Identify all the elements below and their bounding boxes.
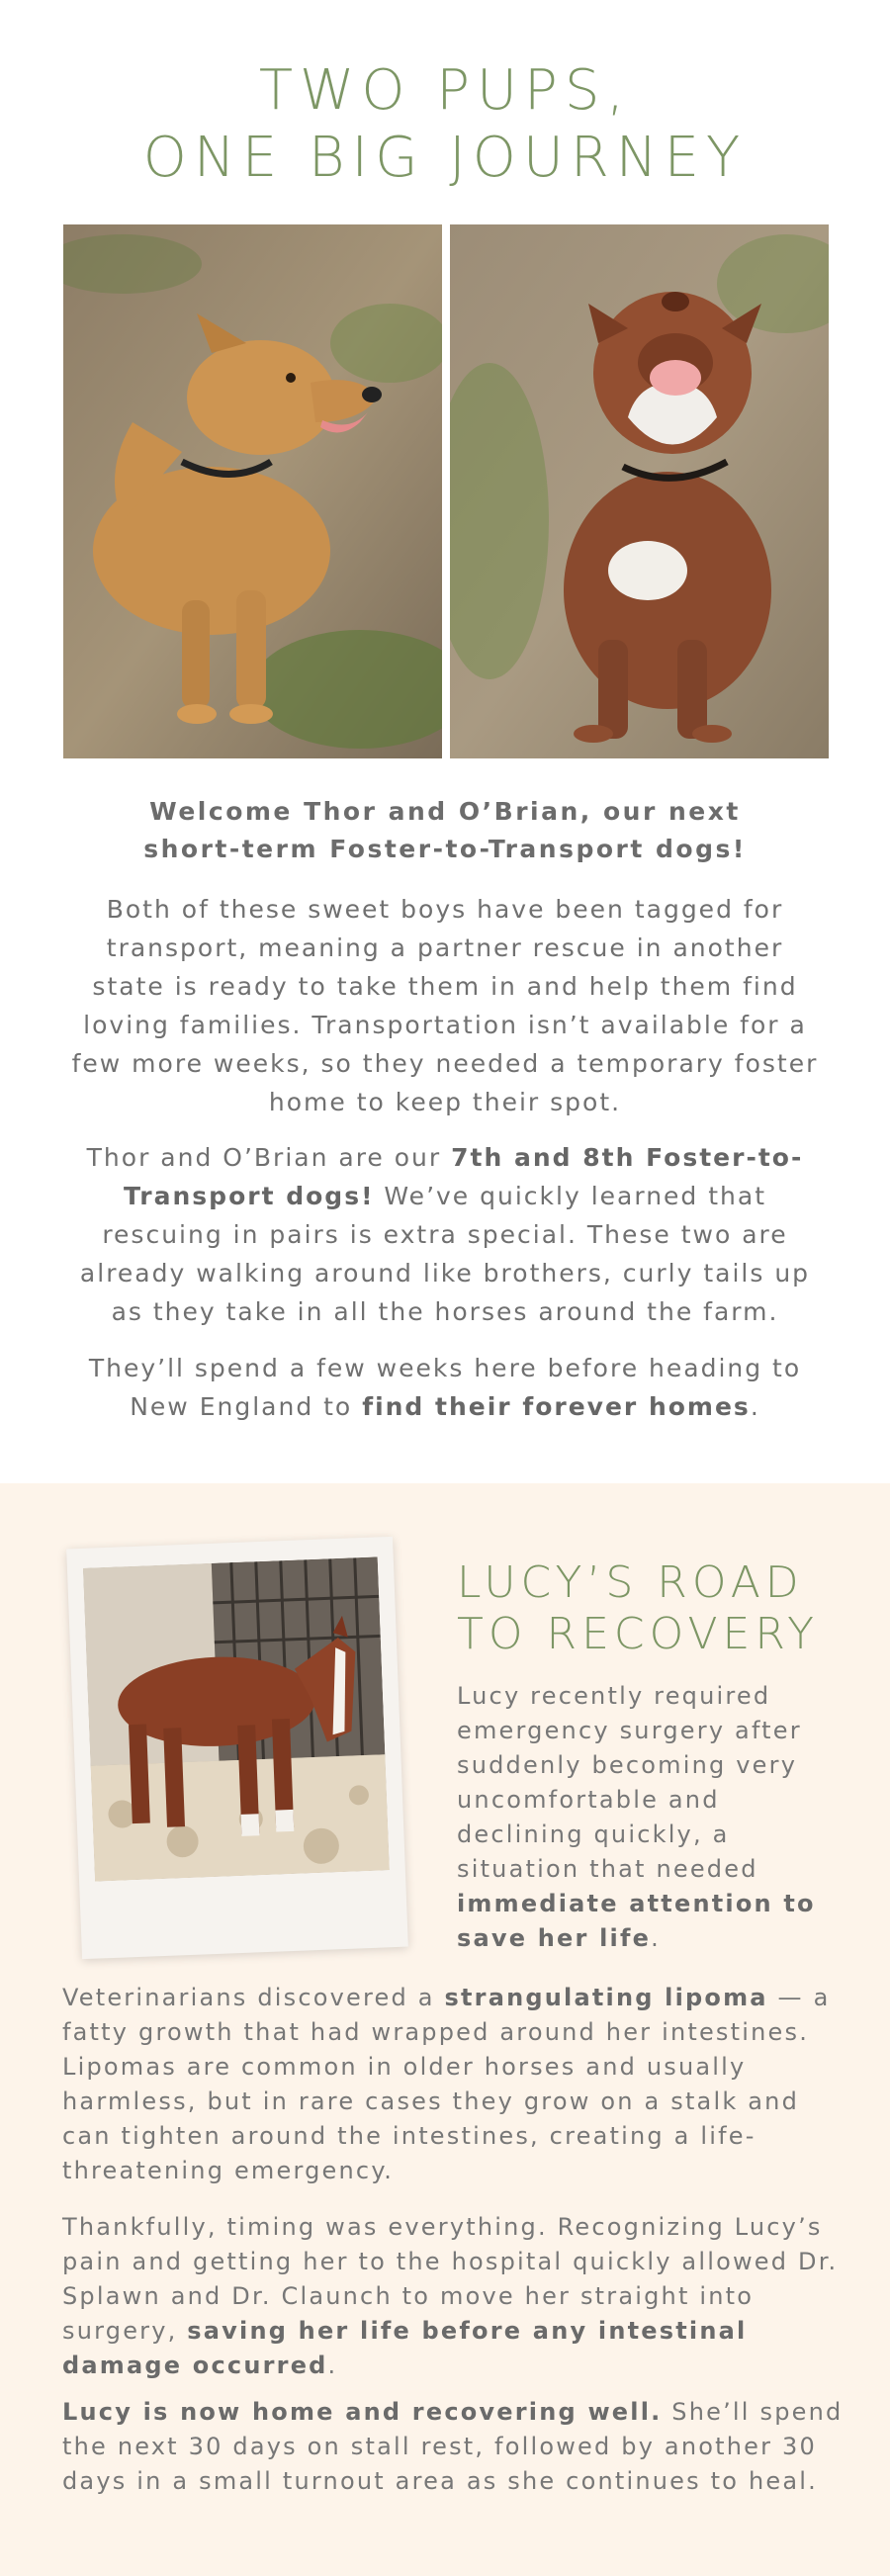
lucy-intro	[457, 1679, 828, 1956]
lucy-p2-text-a: Thankfully, timing was everything. Recognizing Lucy’s pain and getting her to the hospital quickly allowed Dr. Splawn and Dr. Claunch to move her straight into surgery,	[62, 2213, 839, 2345]
lucy-p1-text-a: Veterinarians discovered a	[62, 1984, 445, 2011]
intro-heading-line-2: short-term Foster-to-Transport dogs!	[143, 835, 747, 863]
lucy-title-line-1: LUCY’S ROAD	[457, 1557, 804, 1608]
headline-line-1: TWO PUPS,	[258, 58, 632, 123]
p3-text-a: They’ll spend a few weeks here before heading to New England to	[88, 1354, 802, 1421]
lucy-paragraph-2	[62, 2210, 844, 2383]
intro-paragraph-1: Both of these sweet boys have been tagged for transport, meaning a partner rescue in another state is ready to take them in and help them find loving families. Transportation isn’t available for a few more weeks, so they needed a temporary foster home to keep their spot.	[71, 895, 819, 1116]
photo-lucy	[83, 1556, 390, 1881]
lucy-p3-text: She’ll spend the next 30 days on stall rest, followed by another 30 days in a small turnout area as she continues to heal.	[62, 2398, 844, 2495]
lucy-p1-bold: strangulating lipoma	[444, 1984, 768, 2011]
lucy-intro-text: Lucy recently required emergency surgery after suddenly becoming very uncomfortable and declining quickly, a situation that needed	[457, 1682, 802, 1883]
lucy-paragraph-1	[62, 1981, 844, 2188]
lucy-p2-text-c: .	[327, 2352, 338, 2379]
lucy-paragraph-3	[62, 2395, 844, 2499]
lucy-p1-text-c: — a fatty growth that had wrapped around her intestines. Lipomas are common in older horses and usually harmless, but in rare cases they grow on a stalk and can tighten around the intestines, creating a life-threatening emergency.	[62, 1984, 831, 2184]
lucy-intro-bold: immediate attention to save her life	[457, 1890, 816, 1952]
intro-paragraph-3	[67, 1349, 823, 1426]
headline-line-2: ONE BIG JOURNEY	[142, 126, 748, 190]
p2-text-c: We’ve quickly learned that rescuing in pairs is extra special. These two are already walking around like brothers, curly tails up as they take in all the horses around the farm.	[79, 1182, 811, 1326]
p2-text-a: Thor and O’Brian are our	[86, 1143, 452, 1172]
photo-obrian	[450, 224, 829, 758]
polaroid-frame	[66, 1537, 408, 1959]
lucy-p2-bold: saving her life before any intestinal damage occurred	[62, 2317, 748, 2379]
lucy-intro-end: .	[651, 1924, 661, 1952]
intro-heading-line-1: Welcome Thor and O’Brian, our next	[149, 797, 741, 826]
p3-bold: find their forever homes	[362, 1392, 751, 1421]
intro-paragraph-2	[67, 1138, 823, 1331]
lucy-p3-bold: Lucy is now home and recovering well.	[62, 2398, 663, 2426]
photo-thor	[63, 224, 442, 758]
lucy-title	[457, 1557, 872, 1660]
headline	[0, 57, 890, 192]
lucy-section	[0, 1483, 890, 2576]
lucy-title-line-2: TO RECOVERY	[457, 1609, 819, 1659]
p3-text-c: .	[750, 1392, 760, 1421]
intro-heading	[89, 793, 801, 868]
p2-bold: 7th and 8th Foster-to-Transport dogs!	[123, 1143, 804, 1210]
